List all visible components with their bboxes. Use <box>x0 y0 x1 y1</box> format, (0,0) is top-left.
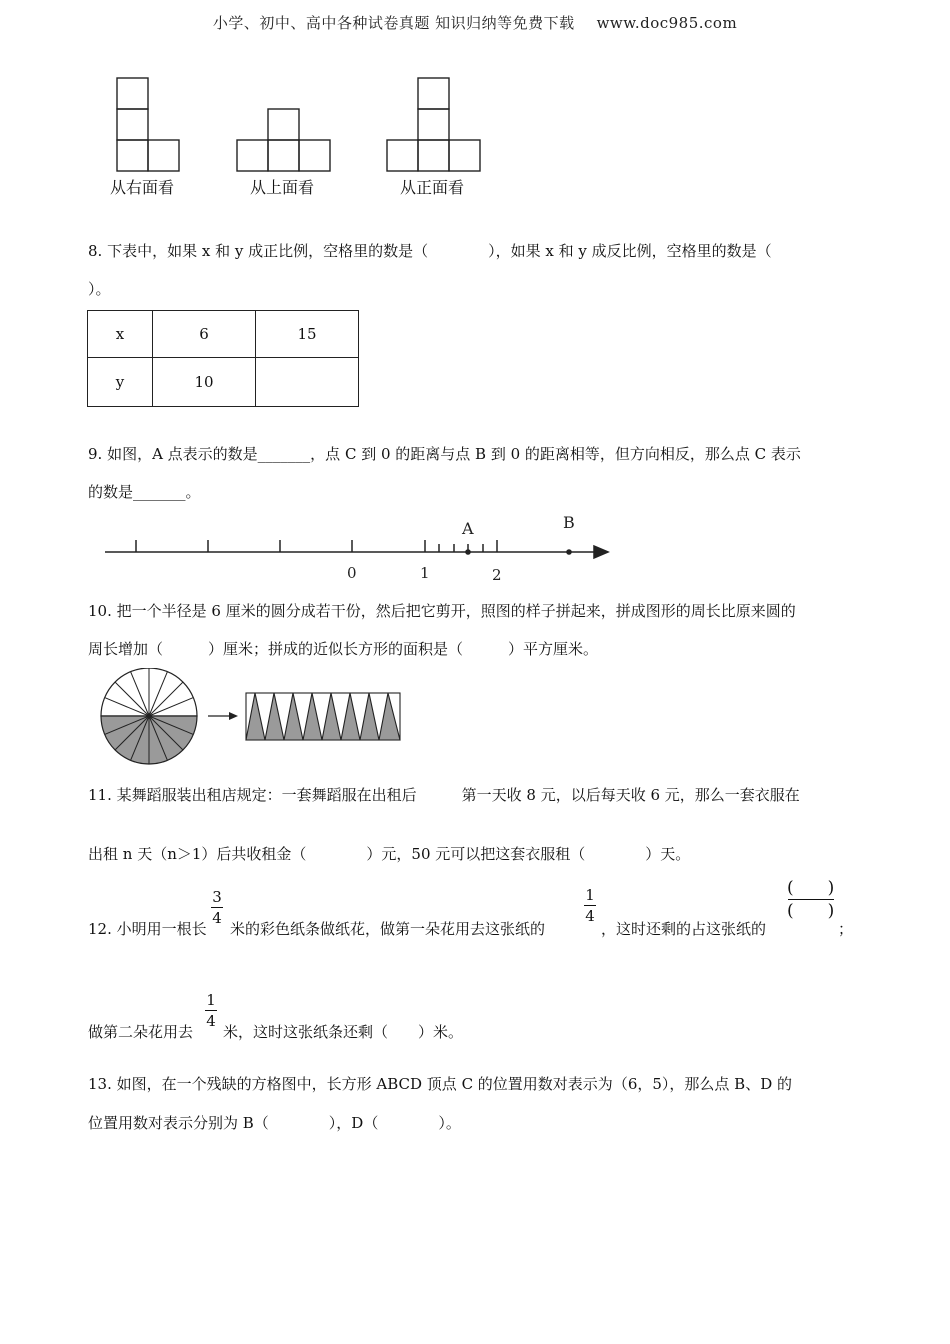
table-cell: x <box>88 311 153 358</box>
tick-label-one: 1 <box>420 564 430 582</box>
top-view-cell <box>268 109 299 140</box>
blank-denominator: ( ) <box>787 901 835 921</box>
q12-part4: ； <box>838 920 854 938</box>
q12-fraction-one-quarter <box>584 886 596 925</box>
right-view-cell <box>117 78 148 109</box>
q8-table <box>87 310 359 407</box>
point-b-dot <box>566 549 572 555</box>
q10-line1: 10. 把一个半径是 6 厘米的圆分成若干份，然后把它剪开，照图的样子拼起来，拼成图形的周长比原来圆的 <box>88 602 796 620</box>
fraction-numerator: 1 <box>585 886 595 904</box>
page-header <box>0 12 950 33</box>
front-view-cell <box>418 140 449 171</box>
view-label-front: 从正面看 <box>400 178 465 197</box>
fraction-denominator: 4 <box>585 907 595 925</box>
right-view-cell <box>117 109 148 140</box>
arrow-head <box>229 712 238 720</box>
top-view-cell <box>299 140 330 171</box>
cube-views-figure <box>100 75 500 175</box>
q12-fraction-one-quarter-b <box>205 991 217 1030</box>
table-cell: 6 <box>153 311 256 358</box>
q9-line1: 9. 如图，A 点表示的数是_______，点 C 到 0 的距离与点 B 到 0 的距离相等，但方向相反，那么点 C 表示 <box>88 445 801 463</box>
q11-line2: 出租 n 天（n＞1）后共收租金（ ）元，50 元可以把这套衣服租（ ）天。 <box>88 845 691 863</box>
table-cell: 15 <box>256 311 359 358</box>
fraction-denominator: 4 <box>212 909 222 927</box>
tick-label-zero: 0 <box>347 564 357 582</box>
view-label-top: 从上面看 <box>250 178 315 197</box>
q12-part1: 12. 小明用一根长 <box>88 920 207 938</box>
top-view-cell <box>268 140 299 171</box>
view-label-right: 从右面看 <box>110 178 175 197</box>
point-a-dot <box>465 549 471 555</box>
q11-line1: 11. 某舞蹈服装出租店规定：一套舞蹈服在出租后 第一天收 8 元，以后每天收 6 元，那么一套衣服在 <box>88 786 800 804</box>
q8-line2: ）。 <box>88 280 111 298</box>
header-text: 小学、初中、高中各种试卷真题 知识归纳等免费下载 <box>212 14 575 32</box>
right-view-cell <box>148 140 179 171</box>
q12-part2: 米的彩色纸条做纸花，做第一朵花用去这张纸的 <box>230 920 546 938</box>
front-view-cell <box>418 109 449 140</box>
tick-label-two: 2 <box>492 566 502 584</box>
top-view-cell <box>237 140 268 171</box>
table-row <box>88 311 359 358</box>
front-view-cell <box>387 140 418 171</box>
q13-line1: 13. 如图，在一个残缺的方格图中，长方形 ABCD 顶点 C 的位置用数对表示为（6，5），那么点 B、D 的 <box>88 1075 792 1093</box>
right-view-cell <box>117 140 148 171</box>
q10-circle-figure <box>98 668 408 766</box>
header-url: www.doc985.com <box>596 14 738 32</box>
table-cell: 10 <box>153 358 256 407</box>
point-a-label: A <box>462 519 474 538</box>
q12-blank-fraction <box>787 878 834 921</box>
q8-line1: 8. 下表中，如果 x 和 y 成正比例，空格里的数是（ ），如果 x 和 y 成反比例，空格里的数是（ <box>88 242 772 260</box>
q10-line2: 周长增加（ ）厘米；拼成的近似长方形的面积是（ ）平方厘米。 <box>88 640 599 658</box>
point-b-label: B <box>563 513 575 532</box>
q12-line2-part2: 米，这时这张纸条还剩（ ）米。 <box>223 1023 464 1041</box>
front-view-cell <box>418 78 449 109</box>
fraction-numerator: 1 <box>206 991 216 1009</box>
q9-number-line <box>100 510 620 585</box>
table-cell: y <box>88 358 153 407</box>
fraction-numerator: 3 <box>212 888 222 906</box>
q12-part3: ，这时还剩的占这张纸的 <box>601 920 767 938</box>
table-cell-blank <box>256 358 359 407</box>
fraction-denominator: 4 <box>206 1012 216 1030</box>
blank-numerator: ( ) <box>787 878 835 898</box>
table-row <box>88 358 359 407</box>
rearranged-strip <box>246 693 400 740</box>
q12-line2-part1: 做第二朵花用去 <box>88 1023 194 1041</box>
q12-fraction-three-quarters <box>211 888 223 927</box>
q9-line2: 的数是_______。 <box>88 483 201 501</box>
front-view-cell <box>449 140 480 171</box>
q13-line2: 位置用数对表示分别为 B（ ），D（ ）。 <box>88 1114 461 1132</box>
